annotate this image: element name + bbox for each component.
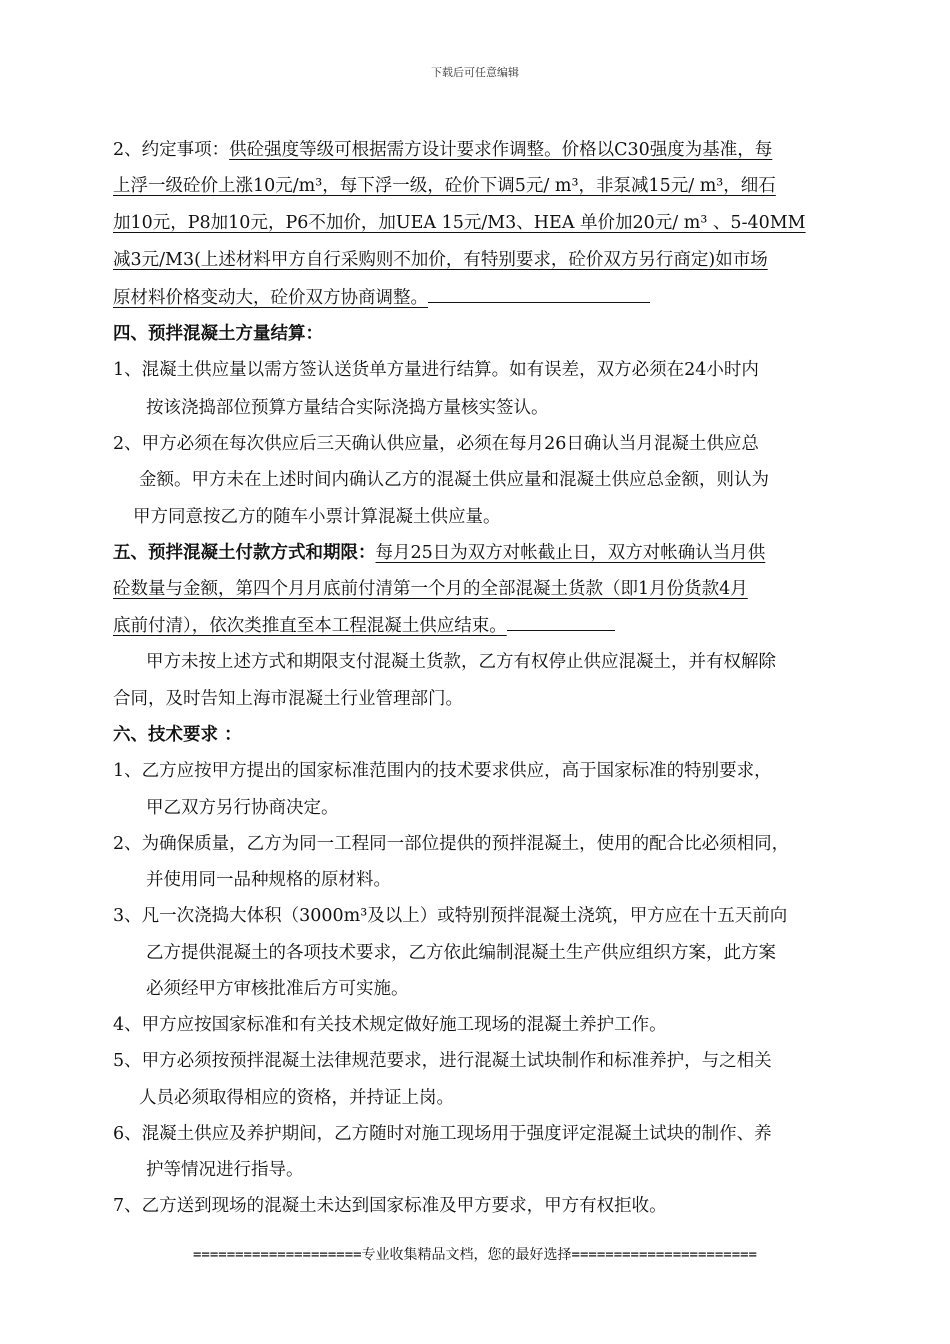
s5-line-3 [113, 612, 615, 637]
s6-item-4: 4、甲方应按国家标准和有关技术规定做好施工现场的混凝土养护工作。 [113, 1015, 667, 1035]
s4-item-1-line-1: 1、混凝土供应量以需方签认送货单方量进行结算。如有误差，双方必须在24小时内 [113, 360, 759, 380]
s6-item-3-line-3: 必须经甲方审核批准后方可实施。 [146, 979, 409, 999]
section-4-heading: 四、预拌混凝土方量结算： [113, 324, 323, 344]
agreement-line-3: 加10元，P8加10元，P6不加价，加UEA 15元/M3、HEA 单价加20元/ m³ 、5-40MM [113, 213, 806, 233]
s6-item-3-line-2: 乙方提供混凝土的各项技术要求，乙方依此编制混凝土生产供应组织方案，此方案 [146, 943, 776, 963]
s5-line-2: 砼数量与金额，第四个月月底前付清第一个月的全部混凝土货款（即1月份货款4月 [113, 579, 748, 599]
s6-item-6-line-1: 6、混凝土供应及养护期间，乙方随时对施工现场用于强度评定混凝土试块的制作、养 [113, 1124, 772, 1144]
s6-item-5-line-2: 人员必须取得相应的资格，并持证上岗。 [139, 1088, 454, 1108]
s5-text-1: 每月25日为双方对帐截止日，双方对帐确认当月供 [375, 543, 766, 563]
s6-item-7: 7、乙方送到现场的混凝土未达到国家标准及甲方要求，甲方有权拒收。 [113, 1196, 667, 1216]
s5-line-3-text: 底前付清），依次类推直至本工程混凝土供应结束。 [113, 616, 507, 636]
s5-paragraph-line-2: 合同，及时告知上海市混凝土行业管理部门。 [113, 689, 463, 709]
s5-line-1 [113, 539, 765, 564]
s6-item-5-line-1: 5、甲方必须按预拌混凝土法律规范要求，进行混凝土试块制作和标准养护，与之相关 [113, 1051, 772, 1071]
agreement-line-5 [113, 284, 650, 309]
agreement-line-2: 上浮一级砼价上涨10元/m³，每下浮一级，砼价下调5元/ m³，非泵减15元/ m³，细石 [113, 176, 776, 196]
section-6-heading: 六、技术要求 ： [113, 725, 242, 745]
section-5-heading: 五、预拌混凝土付款方式和期限： [113, 543, 376, 563]
agreement-text: 供砼强度等级可根据需方设计要求作调整。价格以C30强度为基准，每 [229, 140, 773, 160]
s4-item-2-line-2: 金额。甲方未在上述时间内确认乙方的混凝土供应量和混凝土供应总金额，则认为 [139, 470, 769, 490]
s6-item-2-line-2: 并使用同一品种规格的原材料。 [146, 870, 391, 890]
page-footer: ====================专业收集精品文档，您的最好选择====================== [192, 1247, 757, 1263]
fill-blank [428, 301, 650, 303]
agreement-line-4: 减3元/M3(上述材料甲方自行采购则不加价，有特别要求，砼价双方另行商定)如市场 [113, 250, 768, 270]
s6-item-6-line-2: 护等情况进行指导。 [146, 1160, 304, 1180]
s4-item-2-line-1: 2、甲方必须在每次供应后三天确认供应量，必须在每月26日确认当月混凝土供应总 [113, 434, 759, 454]
s6-item-2-line-1: 2、为确保质量，乙方为同一工程同一部位提供的预拌混凝土，使用的配合比必须相同， [113, 834, 790, 854]
agreement-line-5-text: 原材料价格变动大，砼价双方协商调整。 [113, 288, 428, 308]
s5-paragraph-line-1: 甲方未按上述方式和期限支付混凝土货款，乙方有权停止供应混凝土，并有权解除 [146, 652, 776, 672]
s6-item-1-line-1: 1、乙方应按甲方提出的国家标准范围内的技术要求供应，高于国家标准的特别要求， [113, 761, 772, 781]
s4-item-2-line-3: 甲方同意按乙方的随车小票计算混凝土供应量。 [133, 507, 501, 527]
s6-item-1-line-2: 甲乙双方另行协商决定。 [146, 798, 339, 818]
page-header: 下载后可任意编辑 [431, 66, 519, 79]
s6-item-3-line-1: 3、凡一次浇捣大体积（3000m³及以上）或特别预拌混凝土浇筑，甲方应在十五天前向 [113, 906, 788, 926]
fill-blank-2 [507, 629, 615, 631]
agreement-line-1 [113, 136, 772, 161]
agreement-label: 2、约定事项： [113, 140, 230, 160]
s4-item-1-line-2: 按该浇捣部位预算方量结合实际浇捣方量核实签认。 [146, 398, 549, 418]
